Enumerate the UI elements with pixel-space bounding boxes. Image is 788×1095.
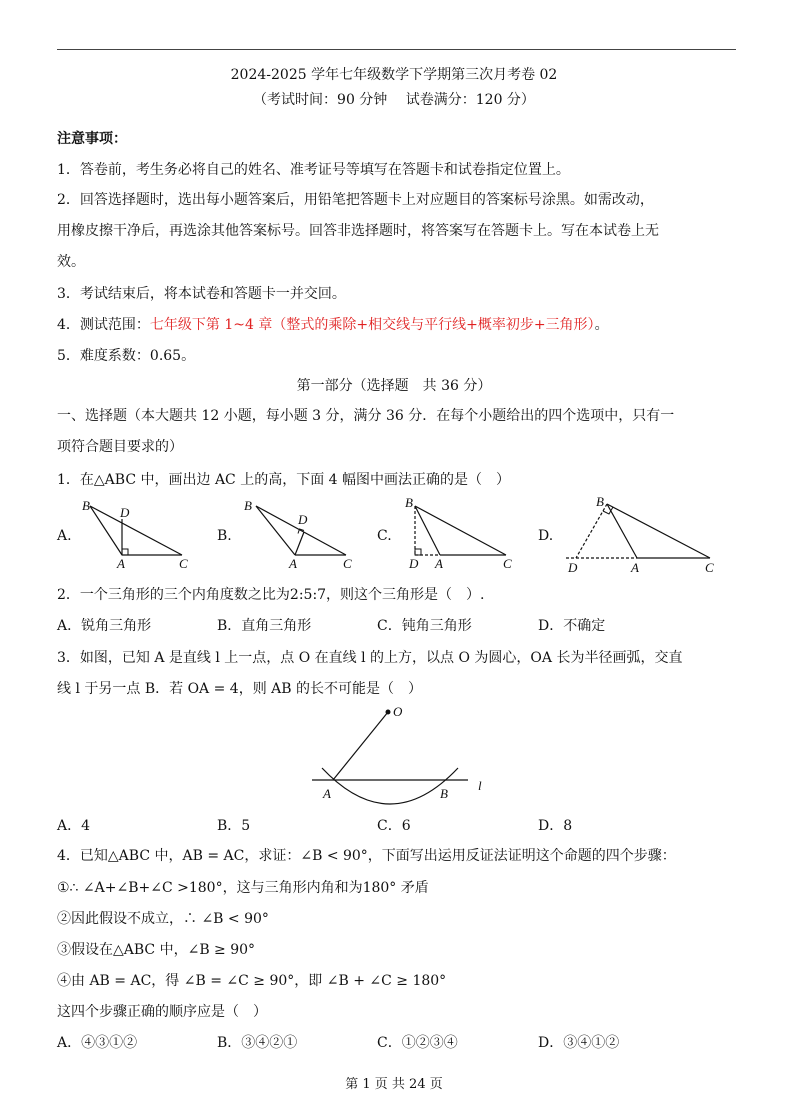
fig-b-label-a: A [289, 556, 297, 571]
q2-stem: 2．一个三角形的三个内角度数之比为2:5:7，则这个三角形是（ ）. [57, 587, 485, 603]
fig-b-side-ba [256, 506, 295, 555]
q4-option-a: A．④③①② [57, 1035, 138, 1051]
fig-b-label-d: D [298, 512, 308, 527]
q3-figure [300, 700, 500, 806]
q1-option-d-label: D. [538, 528, 554, 544]
fig-b-label-c: C [343, 556, 352, 571]
q4-option-d: D．③④①② [538, 1035, 620, 1051]
q4-ask: 这四个步骤正确的顺序应是（ ） [57, 1004, 267, 1020]
page-footer: 第 1 页 共 24 页 [345, 1077, 443, 1092]
q3-arc [322, 768, 458, 804]
notes-heading: 注意事项： [57, 131, 127, 147]
fig-d-label-b: B [596, 494, 604, 509]
q4-step-2: ②因此假设不成立，∴ ∠B < 90° [57, 911, 269, 927]
fig-a-side-bc [90, 506, 182, 555]
exam-subtitle: （考试时间：90 分钟 试卷满分：120 分） [253, 92, 535, 108]
q3-stem-line2: 线 l 于另一点 B．若 OA = 4，则 AB 的长不可能是（ ） [57, 681, 422, 697]
section-intro-line1: 一、选择题（本大题共 12 小题，每小题 3 分，满分 36 分．在每个小题给出的四个选项中，只有一 [57, 408, 675, 424]
q3-label-l: l [478, 778, 482, 793]
fig-c-label-c: C [503, 556, 512, 571]
q3-label-o: O [393, 704, 403, 719]
fig-d-label-a: A [631, 560, 639, 575]
q1-figure-c [400, 492, 520, 572]
note-2-line2: 用橡皮擦干净后，再选涂其他答案标号。回答非选择题时，将答案写在答题卡上。写在本试卷上无 [57, 223, 659, 239]
note-2-line1: 2．回答选择题时，选出每小题答案后，用铅笔把答题卡上对应题目的答案标号涂黑。如需改动， [57, 192, 654, 208]
q3-label-a: A [323, 786, 331, 801]
q3-label-b: B [440, 786, 448, 801]
fig-b-altitude [295, 532, 304, 555]
fig-b-label-b: B [244, 498, 252, 513]
fig-c-label-a: A [435, 556, 443, 571]
fig-c-right-angle [415, 549, 421, 555]
section-intro-line2: 项符合题目要求的） [57, 439, 183, 455]
q3-option-d: D．8 [538, 818, 573, 834]
fig-d-label-c: C [705, 560, 714, 575]
fig-a-side-ba [90, 506, 122, 555]
q2-option-d: D．不确定 [538, 618, 606, 634]
note-1: 1．答卷前，考生务必将自己的姓名、准考证号等填写在答题卡和试卷指定位置上。 [57, 162, 570, 178]
fig-a-label-c: C [179, 556, 188, 571]
fig-a-right-angle [122, 549, 128, 555]
q2-option-c: C．钝角三角形 [377, 618, 472, 634]
note-5: 5．难度系数：0.65。 [57, 348, 196, 364]
fig-c-side-bc [415, 506, 506, 555]
q2-option-a: A．锐角三角形 [57, 618, 152, 634]
q1-option-a-label: A. [57, 528, 72, 544]
test-range: 七年级下第 1~4 章（整式的乘除+相交线与平行线+概率初步+三角形） [149, 317, 595, 333]
note-4: 4．测试范围：七年级下第 1~4 章（整式的乘除+相交线与平行线+概率初步+三角形）。 [57, 317, 609, 333]
fig-c-label-b: B [405, 495, 413, 510]
q3-option-c: C．6 [377, 818, 411, 834]
q3-point-o [386, 710, 391, 715]
q3-segment-oa [333, 712, 388, 780]
q4-step-3: ③假设在△ABC 中，∠B ≥ 90° [57, 942, 256, 958]
q1-figure-d [560, 490, 720, 576]
q1-stem: 1．在△ABC 中，画出边 AC 上的高，下面 4 幅图中画法正确的是（ ） [57, 472, 511, 488]
q1-figure-a [80, 496, 200, 572]
q3-stem-line1: 3．如图，已知 A 是直线 l 上一点，点 O 在直线 l 的上方，以点 O 为圆心，OA 长为半径画弧，交直 [57, 650, 683, 666]
fig-a-label-d: D [120, 505, 130, 520]
q1-option-b-label: B. [217, 528, 232, 544]
note-3: 3．考试结束后，将本试卷和答题卡一并交回。 [57, 286, 346, 302]
q1-figure-b [242, 496, 362, 572]
fig-c-label-d: D [409, 556, 419, 571]
q4-stem: 4．已知△ABC 中，AB = AC，求证：∠B < 90°，下面写出运用反证法证明这个命题的四个步骤： [57, 848, 676, 864]
part1-title: 第一部分（选择题 共 36 分） [296, 378, 492, 394]
q4-option-c: C．①②③④ [377, 1035, 458, 1051]
fig-a-label-b: B [82, 498, 90, 513]
q1-option-c-label: C. [377, 528, 392, 544]
q2-option-b: B．直角三角形 [217, 618, 312, 634]
q4-step-4: ④由 AB = AC，得 ∠B = ∠C ≥ 90°，即 ∠B + ∠C ≥ 180° [57, 973, 447, 989]
note-2-line3: 效。 [57, 254, 85, 270]
q4-step-1: ①∴ ∠A+∠B+∠C >180°，这与三角形内角和为180° 矛盾 [57, 880, 429, 896]
q4-option-b: B．③④②① [217, 1035, 298, 1051]
exam-title: 2024-2025 学年七年级数学下学期第三次月考卷 02 [230, 67, 558, 83]
fig-a-label-a: A [117, 556, 125, 571]
q3-option-a: A．4 [57, 818, 91, 834]
q3-option-b: B．5 [217, 818, 251, 834]
fig-d-dashed-bd [576, 504, 607, 558]
fig-d-label-d: D [568, 560, 578, 575]
header-rule [57, 49, 736, 50]
